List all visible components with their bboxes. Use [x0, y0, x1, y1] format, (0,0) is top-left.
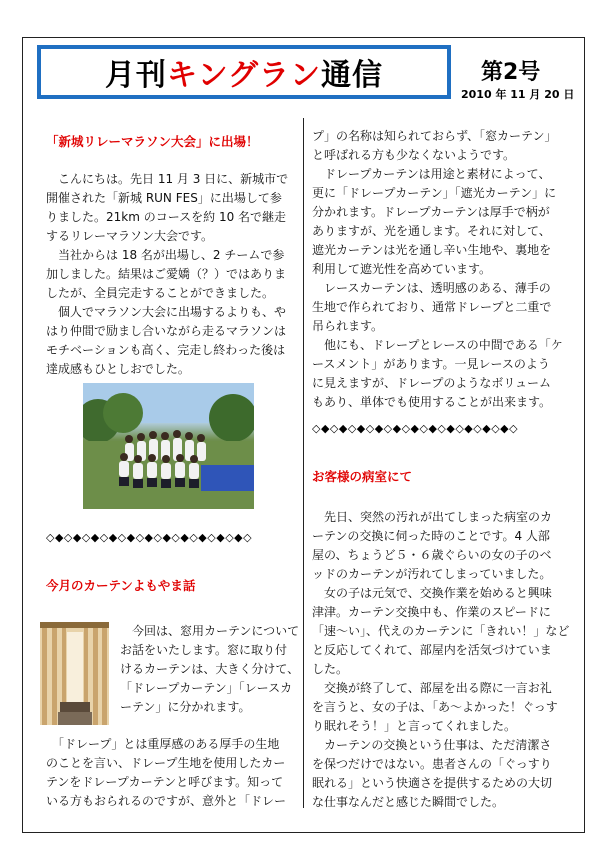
text-line: を言うと、女の子は、「あ～よかった！ぐっす: [312, 700, 558, 714]
text-line: 津津。カーテン交換中も、作業のスピードに: [312, 605, 551, 619]
issue-number: 第2号: [481, 60, 541, 85]
text-line: を保つだけではない。患者さんの「ぐっすり: [312, 757, 552, 771]
text-line: 「速～い」、代えのカーテンに「きれい！」など: [312, 624, 570, 638]
column-divider: [303, 118, 304, 808]
text-line: 更に「ドレープカーテン」「遮光カーテン」に: [312, 186, 557, 200]
text-line: 吊られます。: [312, 319, 384, 333]
text-line: 生地で作られており、通常ドレープと二重で: [312, 300, 552, 314]
text-line: な仕事なんだと感じた瞬間でした。: [312, 795, 505, 809]
text-line: ッドのカーテンが汚れてしまっていました。: [312, 567, 552, 581]
text-line: ースメント」があります。一見レースのよう: [312, 357, 550, 371]
text-line: 今回は、窓用カーテンについて: [120, 624, 300, 638]
text-line: 「ドレープカーテン」「レースカ: [120, 681, 293, 695]
title-part-brand: キングラン: [166, 58, 322, 93]
section-divider-right: ◇◆◇◆◇◆◇◆◇◆◇◆◇◆◇◆◇◆◇◆◇◆◇: [312, 422, 519, 435]
text-line: いる方もおられるのですが、意外と「ドレー: [46, 794, 287, 808]
article-body-curtain-talk: [46, 735, 286, 811]
text-line: 遮光カーテンは光を通し辛い生地や、裏地を: [312, 243, 552, 257]
text-line: もあり、単体でも使用することが出来ます。: [312, 395, 552, 409]
text-line: と反応してくれて、部屋内を活気づけていま: [312, 643, 552, 657]
text-line: ーテン」に分かれます。: [120, 700, 251, 714]
text-line: ドレープカーテンは用途と素材によって、: [312, 167, 551, 181]
curtain-photo-illustration: [40, 622, 109, 725]
article-body-hospital-room: [312, 508, 569, 812]
text-line: したが、全員完走することができました。: [46, 286, 275, 300]
text-line: するリレーマラソン大会です。: [46, 229, 214, 243]
text-line: のことを言い、ドレープ生地を使用したカー: [46, 756, 286, 770]
article-heading-hospital-room: お客様の病室にて: [312, 469, 413, 484]
text-line: 分かれます。ドレープカーテンは厚手で柄が: [312, 205, 550, 219]
text-line: カーテンの交換という仕事は、ただ清潔さ: [312, 738, 552, 752]
article-body-relay-marathon: [46, 170, 288, 379]
text-line: お話をいたします。窓に取り付: [120, 643, 288, 657]
text-line: レースカーテンは、透明感のある、薄手の: [312, 281, 551, 295]
text-line: に見えますが、ドレープのようなボリューム: [312, 376, 552, 390]
text-line: けるカーテンは、大きく分けて、: [120, 662, 300, 676]
text-line: 当社からは 18 名が出場し、2 チームで参: [46, 248, 285, 262]
article-intro-curtain-talk: [120, 622, 299, 717]
text-line: 屋の、ちょうど５・６歳ぐらいの女の子のベ: [312, 548, 552, 562]
article-heading-curtain-talk: 今月のカーテンよもやま話: [46, 578, 196, 593]
text-line: はり仲間で励まし合いながら走るマラソンは: [46, 324, 287, 338]
text-line: 他にも、ドレープとレースの中間である「ケ: [312, 338, 563, 352]
newsletter-title: [37, 45, 451, 99]
text-line: 眠れる」という快適さを提供するための大切: [312, 776, 553, 790]
text-line: プ」の名称は知られておらず、「窓カーテン」: [312, 129, 557, 143]
text-line: り眠れそう！」と言ってくれました。: [312, 719, 517, 733]
text-line: 加しました。結果はご愛嬌（？）ではありま: [46, 267, 287, 281]
text-line: ありますが、光を通します。それに対して、: [312, 224, 551, 238]
text-line: 達成感もひとしおでした。: [46, 362, 190, 376]
text-line: 交換が終了して、部屋を出る際に一言お礼: [312, 681, 552, 695]
text-line: りました。21km のコースを約 10 名で継走: [46, 210, 287, 224]
text-line: と呼ばれる方も少なくないようです。: [312, 148, 516, 162]
text-line: 開催された「新城 RUN FES」に出場して参: [46, 191, 282, 205]
text-line: モチベーションも高く、完走し終わった後は: [46, 343, 286, 357]
text-line: 先日、突然の汚れが出てしまった病室のカ: [312, 510, 553, 524]
marathon-team-photo: [83, 383, 254, 509]
marathon-photo-illustration: [83, 383, 254, 509]
text-line: テンをドレープカーテンと呼びます。知って: [46, 775, 284, 789]
section-divider: ◇◆◇◆◇◆◇◆◇◆◇◆◇◆◇◆◇◆◇◆◇◆◇: [46, 531, 253, 544]
text-line: した。: [312, 662, 349, 676]
article-heading-relay-marathon: 「新城リレーマラソン大会」に出場！: [46, 134, 259, 149]
text-line: 「ドレープ」とは重厚感のある厚手の生地: [46, 737, 280, 751]
text-line: 女の子は元気で、交換作業を始めると興味: [312, 586, 552, 600]
text-line: ーテンの交換に伺った時のことです。4 人部: [312, 529, 550, 543]
issue-date: 2010 年 11 月 20 日: [461, 88, 575, 101]
text-line: 個人でマラソン大会に出場するよりも、や: [46, 305, 287, 319]
title-part-news: 通信: [321, 58, 384, 93]
text-line: 利用して遮光性を高めています。: [312, 262, 492, 276]
article-body-curtain-talk-continued: [312, 127, 563, 412]
curtain-photo: [40, 622, 109, 725]
text-line: こんにちは。先日 11 月 3 日に、新城市で: [46, 172, 289, 186]
title-part-monthly: 月刊: [104, 58, 167, 93]
